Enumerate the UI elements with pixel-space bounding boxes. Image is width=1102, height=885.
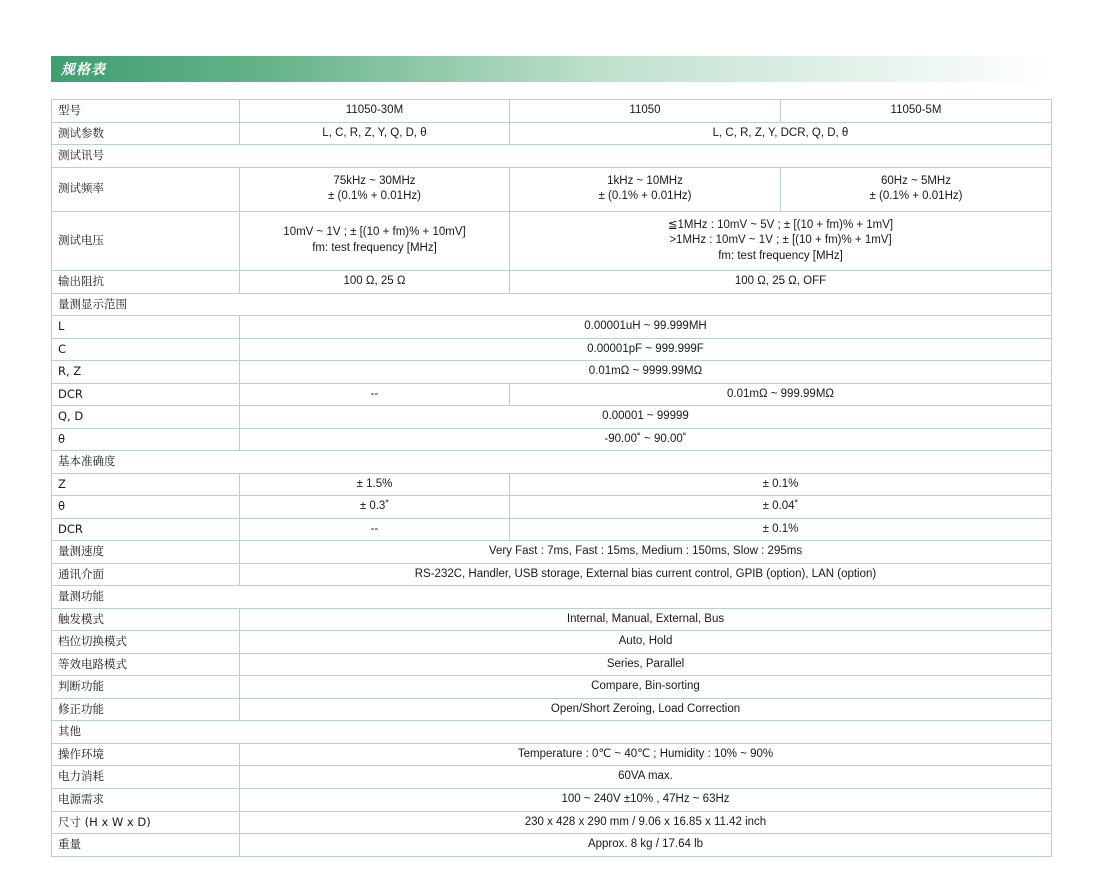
table-row — [52, 541, 1052, 564]
table-row — [52, 766, 1052, 789]
row-value: ± 1.5% — [240, 473, 510, 496]
row-value-line: 1kHz ~ 10MHz — [607, 174, 683, 187]
table-row — [52, 338, 1052, 361]
table-row — [52, 316, 1052, 339]
row-label: 测试电压 — [52, 211, 240, 271]
row-label: 输出阻抗 — [52, 271, 240, 294]
table-row — [52, 383, 1052, 406]
row-value: -- — [240, 518, 510, 541]
row-label: Z — [52, 473, 240, 496]
specification-table — [51, 99, 1052, 857]
row-value-line: ± (0.1% + 0.01Hz) — [598, 190, 692, 203]
row-value: 0.00001uH ~ 99.999MH — [240, 316, 1052, 339]
table-row — [52, 100, 1052, 123]
table-row — [52, 698, 1052, 721]
row-label: 触发模式 — [52, 608, 240, 631]
table-row — [52, 406, 1052, 429]
row-value: Series, Parallel — [240, 653, 1052, 676]
row-value: 0.01mΩ ~ 9999.99MΩ — [240, 361, 1052, 384]
row-label: DCR — [52, 383, 240, 406]
row-value: Very Fast : 7ms, Fast : 15ms, Medium : 150ms, Slow : 295ms — [240, 541, 1052, 564]
row-value: L, C, R, Z, Y, DCR, Q, D, θ — [510, 122, 1052, 145]
table-row — [52, 563, 1052, 586]
page-title: 规格表 — [61, 62, 106, 78]
row-value — [781, 167, 1052, 211]
row-value: ± 0.1% — [510, 473, 1052, 496]
row-value: 11050-30M — [240, 100, 510, 123]
table-row — [52, 743, 1052, 766]
row-value: 0.00001pF ~ 999.999F — [240, 338, 1052, 361]
row-label: 电源需求 — [52, 788, 240, 811]
row-value: 0.01mΩ ~ 999.99MΩ — [510, 383, 1052, 406]
row-value: 11050 — [510, 100, 781, 123]
row-value: 60VA max. — [240, 766, 1052, 789]
row-label: Q, D — [52, 406, 240, 429]
row-value-line: ± (0.1% + 0.01Hz) — [869, 190, 963, 203]
row-label: 档位切换模式 — [52, 631, 240, 654]
row-label: R, Z — [52, 361, 240, 384]
row-label: 量测速度 — [52, 541, 240, 564]
table-row — [52, 608, 1052, 631]
table-row — [52, 361, 1052, 384]
table-row — [52, 496, 1052, 519]
row-value — [510, 211, 1052, 271]
row-label: 测试频率 — [52, 167, 240, 211]
row-value: RS-232C, Handler, USB storage, External bias current control, GPIB (option), LAN (option) — [240, 563, 1052, 586]
table-row — [52, 788, 1052, 811]
table-row — [52, 834, 1052, 857]
table-row — [52, 122, 1052, 145]
row-value — [510, 167, 781, 211]
table-section-row — [52, 721, 1052, 744]
row-label: 尺寸 (H x W x D) — [52, 811, 240, 834]
row-value: ± 0.1% — [510, 518, 1052, 541]
row-value: ± 0.04˚ — [510, 496, 1052, 519]
row-value: 100 Ω, 25 Ω — [240, 271, 510, 294]
row-value: ± 0.3˚ — [240, 496, 510, 519]
table-row — [52, 271, 1052, 294]
row-label: θ — [52, 496, 240, 519]
row-label: 电力消耗 — [52, 766, 240, 789]
table-row — [52, 631, 1052, 654]
row-value: 11050-5M — [781, 100, 1052, 123]
section-label: 基本准确度 — [52, 451, 1052, 474]
table-row — [52, 518, 1052, 541]
row-label: 型号 — [52, 100, 240, 123]
row-value: -90.00˚ ~ 90.00˚ — [240, 428, 1052, 451]
row-label: 重量 — [52, 834, 240, 857]
row-value: Temperature : 0℃ ~ 40℃ ; Humidity : 10% ~ 90% — [240, 743, 1052, 766]
row-value: Auto, Hold — [240, 631, 1052, 654]
row-value: Internal, Manual, External, Bus — [240, 608, 1052, 631]
row-label: DCR — [52, 518, 240, 541]
table-section-row — [52, 451, 1052, 474]
row-label: 操作环境 — [52, 743, 240, 766]
row-value: L, C, R, Z, Y, Q, D, θ — [240, 122, 510, 145]
row-value-line: fm: test frequency [MHz] — [312, 241, 437, 254]
row-value-line: 60Hz ~ 5MHz — [881, 174, 951, 187]
table-row — [52, 473, 1052, 496]
table-row — [52, 211, 1052, 271]
row-value: 100 Ω, 25 Ω, OFF — [510, 271, 1052, 294]
row-label: C — [52, 338, 240, 361]
row-value: Open/Short Zeroing, Load Correction — [240, 698, 1052, 721]
table-row — [52, 676, 1052, 699]
row-value-line: >1MHz : 10mV ~ 1V ; ± [(10 + fm)% + 1mV] — [669, 234, 892, 247]
row-value: 100 ~ 240V ±10% , 47Hz ~ 63Hz — [240, 788, 1052, 811]
section-label: 量测功能 — [52, 586, 1052, 609]
row-value-line: 10mV ~ 1V ; ± [(10 + fm)% + 10mV] — [283, 226, 466, 239]
row-value: -- — [240, 383, 510, 406]
row-value-line: fm: test frequency [MHz] — [718, 249, 843, 262]
table-row — [52, 653, 1052, 676]
row-value: 0.00001 ~ 99999 — [240, 406, 1052, 429]
row-value: Compare, Bin-sorting — [240, 676, 1052, 699]
row-label: 等效电路模式 — [52, 653, 240, 676]
section-label: 量测显示范围 — [52, 293, 1052, 316]
row-value — [240, 167, 510, 211]
specification-table-body — [52, 100, 1052, 857]
table-row — [52, 811, 1052, 834]
row-label: 测试参数 — [52, 122, 240, 145]
table-section-row — [52, 145, 1052, 168]
row-value: 230 x 428 x 290 mm / 9.06 x 16.85 x 11.42 inch — [240, 811, 1052, 834]
row-label: θ — [52, 428, 240, 451]
row-value-line: 75kHz ~ 30MHz — [333, 174, 416, 187]
section-label: 测试讯号 — [52, 145, 1052, 168]
section-header-bar — [51, 56, 1051, 82]
row-value-line: ± (0.1% + 0.01Hz) — [328, 190, 421, 203]
table-row — [52, 428, 1052, 451]
table-section-row — [52, 586, 1052, 609]
row-label: 修正功能 — [52, 698, 240, 721]
row-label: 判断功能 — [52, 676, 240, 699]
table-section-row — [52, 293, 1052, 316]
row-label: 通讯介面 — [52, 563, 240, 586]
row-value — [240, 211, 510, 271]
table-row — [52, 167, 1052, 211]
row-value-line: ≦1MHz : 10mV ~ 5V ; ± [(10 + fm)% + 1mV] — [667, 218, 894, 231]
row-value: Approx. 8 kg / 17.64 lb — [240, 834, 1052, 857]
section-label: 其他 — [52, 721, 1052, 744]
row-label: L — [52, 316, 240, 339]
